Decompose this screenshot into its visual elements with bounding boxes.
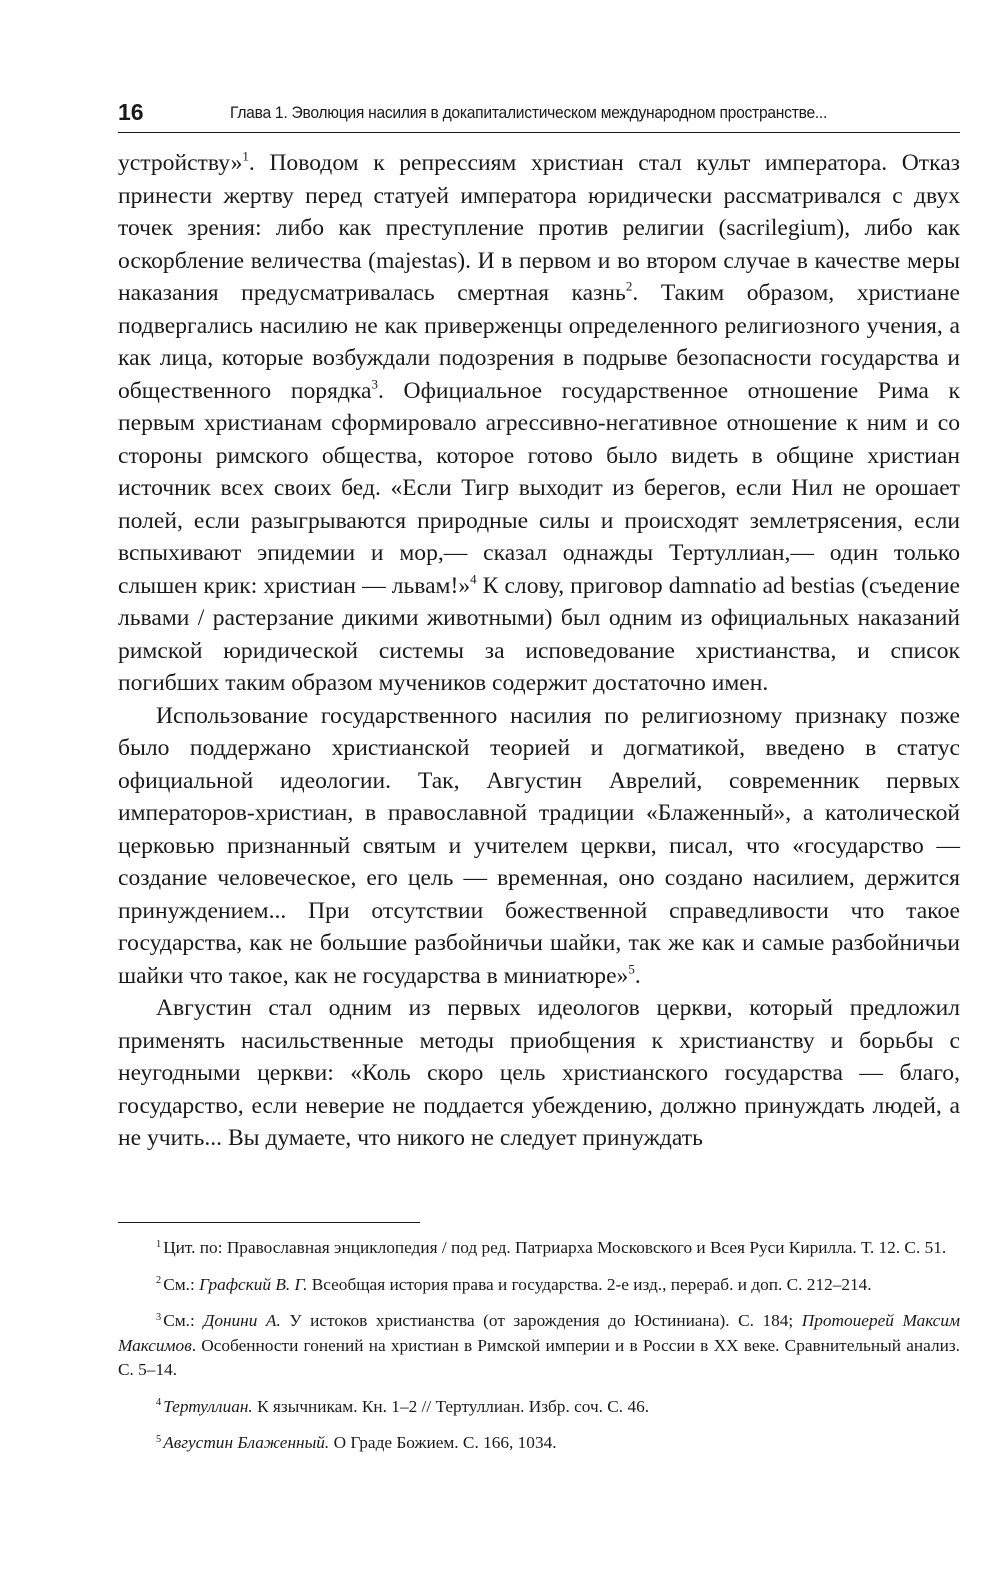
footnote-4: $^4$ Тертуллиан. К язычникам. Кн. 1–2 // Тертуллиан. Избр. соч. С. 46.	[156, 1396, 650, 1416]
footnote-ref-3[interactable]: 3	[371, 375, 378, 391]
footnote-5: $^5$ Августин Блаженный. О Граде Божием. С. 166, 1034.	[156, 1433, 557, 1452]
paragraph-1: устройству»$^1$. Поводом к репрессиям христиан стал культ императора. Отказ принести жертву перед статуей императора юридически рассматривался с двух точек зрения: либо как преступление против религии (sacrilegium), либо как оскорбление величества (majestas). И в первом и во втором случае в качестве меры наказания предусматривалась смертная казнь$^2$. Таким образом, христиане подвергались насилию не как приверженцы определенного религиозного учения, а как лица, которые возбуждали подозрения в подрыве безопасности государства и общественного порядка$^3$. Официальное государственное отношение Рима к первым христианам сформировало агрессивно-негативное отношение к ним и со стороны римского общества, которое готово было видеть в общине христиан источник всех своих бед. «Если Тигр выходит из берегов, если Нил не орошает полей, если разыгрываются природные силы и происходят землетрясения, если вспыхивают эпидемии и мор,— сказал однажды Тертуллиан,— один только слышен крик: христиан — львам!»$^4$ К слову, приговор damnatio ad bestias (съедение львами / растерзание дикими животными) был одним из официальных наказаний римской юридической системы за исповедование христианства, и список погибших таким образом мучеников содержит достаточно имен.	[118, 148, 961, 696]
paragraph-3: Августин стал одним из первых идеологов церкви, который предложил применять насильственные методы приобщения к христианству и борьбы с неугодными церкви: «Коль скоро цель христианского государства — благо, государство, если неверие не поддается убеждению, должно принуждать людей, а не учить... Вы думаете, что никого не следует принуждать	[118, 995, 960, 1151]
footnote-1: $^1$ Цит. по: Православная энциклопедия / под ред. Патриарха Московского и Всея Руси Кирилла. Т. 12. С. 51.	[156, 1238, 947, 1257]
paragraph-2: Использование государственного насилия по религиозному признаку позже было поддержано христианской теорией и догматикой, введено в статус официальной идеологии. Так, Августин Аврелий, современник первых императоров-христиан, в православной традиции «Блаженный», а католической церковью признанный святым и учителем церкви, писал, что «государство — создание человеческое, его цель — временная, оно создано насилием, держится принуждением... При отсутствии божественной справедливости что такое государства, как не большие разбойничьи шайки, так же как и самые разбойничьи шайки что такое, как не государства в миниатюре»$^5$.	[118, 702, 960, 989]
running-header	[118, 98, 960, 133]
footnote-ref-4[interactable]: 4	[470, 570, 477, 586]
footnotes	[118, 1236, 960, 1456]
page-number: 16	[118, 99, 144, 125]
footnote-2: $^2$ См.: Графский В. Г. Всеобщая история права и государства. 2-е изд., перераб. и доп. С. 212–214.	[156, 1274, 872, 1294]
footnote-ref-2[interactable]: 2	[625, 278, 633, 294]
main-text	[118, 147, 960, 1155]
chapter-title: Глава 1. Эволюция насилия в докапиталистическом международном пространстве...	[230, 103, 828, 122]
footnote-ref-5[interactable]: 5	[628, 960, 635, 976]
footnote-separator	[118, 1222, 420, 1223]
footnote-ref-1[interactable]: 1	[242, 148, 249, 164]
footnote-3: $^3$ См.: Донини А. У истоков христианства (от зарождения до Юстиниана). С. 184; Протоиерей Максим Максимов. Особенности гонений на христиан в Римской империи и в России в XX веке. Сравнительный анализ. С. 5–14.	[118, 1311, 960, 1379]
